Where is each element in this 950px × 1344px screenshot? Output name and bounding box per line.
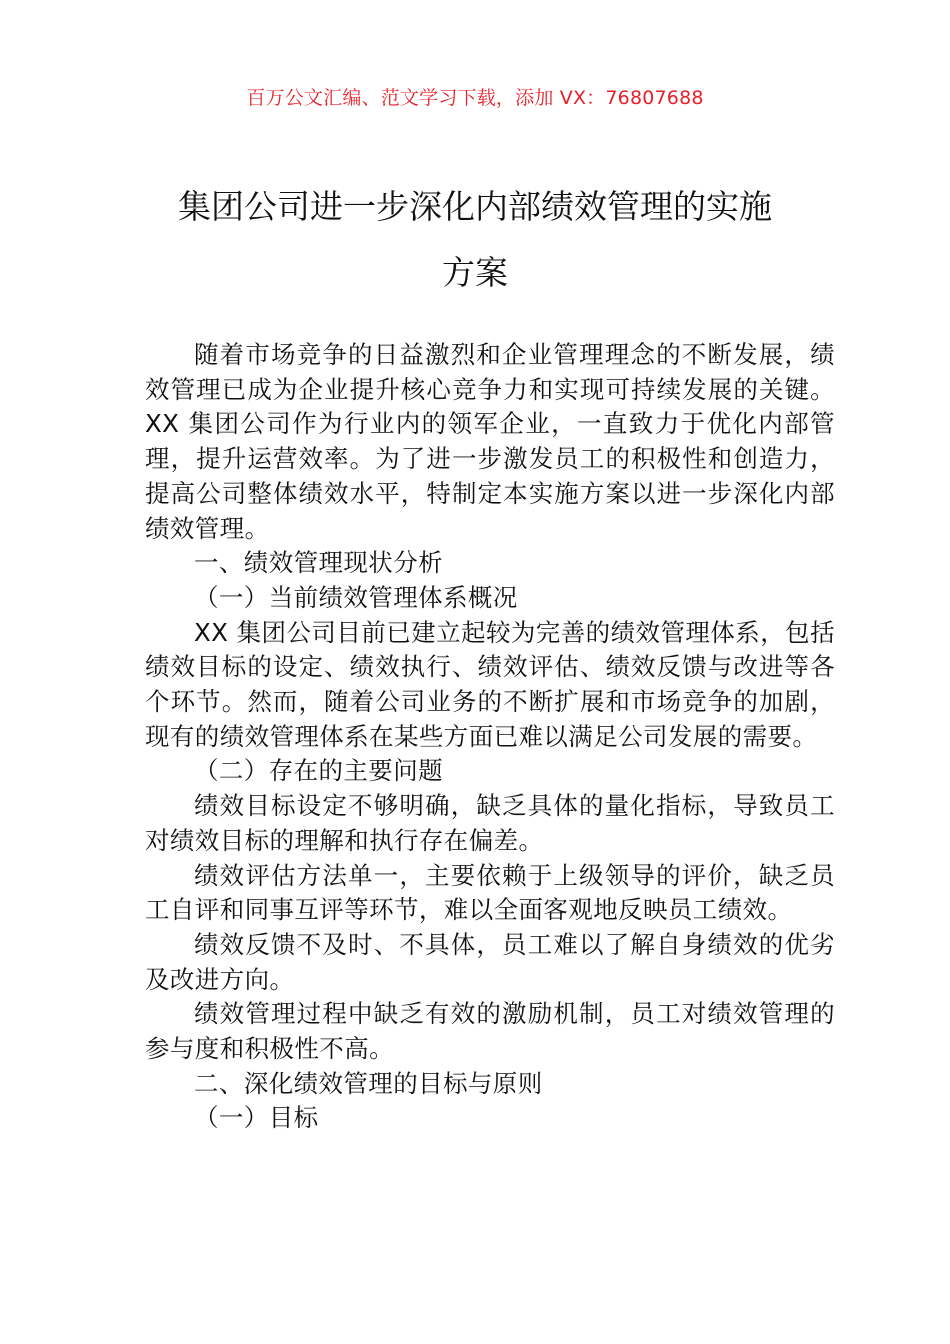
paragraph-problem-1: 绩效目标设定不够明确，缺乏具体的量化指标，导致员工对绩效目标的理解和执行存在偏差。 bbox=[145, 791, 835, 855]
section-heading-1: 一、绩效管理现状分析 bbox=[194, 548, 443, 578]
paragraph-problem-2: 绩效评估方法单一，主要依赖于上级领导的评价，缺乏员工自评和同事互评等环节，难以全面客观地反映员工绩效。 bbox=[145, 860, 835, 925]
intro-paragraph: 随着市场竞争的日益激烈和企业管理理念的不断发展，绩效管理已成为企业提升核心竞争力和实现可持续发展的关键。XX 集团公司作为行业内的领军企业，一直致力于优化内部管理，提升运营效率。为了进一步激发员工的积极性和创造力，提高公司整体绩效水平，特制定本实施方案以进一步深化内部绩效管理。 bbox=[145, 340, 835, 543]
subsection-heading-1-2: （二）存在的主要问题 bbox=[194, 756, 443, 786]
section-heading-2: 二、深化绩效管理的目标与原则 bbox=[194, 1068, 543, 1098]
subsection-heading-2-1: （一）目标 bbox=[194, 1103, 319, 1133]
title-line-2: 方案 bbox=[442, 253, 508, 292]
document-title bbox=[100, 174, 850, 306]
document-body bbox=[145, 338, 835, 1136]
subsection-heading-1-1: （一）当前绩效管理体系概况 bbox=[194, 582, 518, 612]
paragraph-problem-4: 绩效管理过程中缺乏有效的激励机制，员工对绩效管理的参与度和积极性不高。 bbox=[145, 999, 835, 1064]
title-line-1: 集团公司进一步深化内部绩效管理的实施 bbox=[178, 187, 772, 226]
header-contact-note: 百万公文汇编、范文学习下载，添加 VX：76807688 bbox=[246, 87, 704, 109]
paragraph-problem-3: 绩效反馈不及时、不具体，员工难以了解自身绩效的优劣及改进方向。 bbox=[145, 929, 835, 994]
paragraph-current-system: XX 集团公司目前已建立起较为完善的绩效管理体系，包括绩效目标的设定、绩效执行、绩效评估、绩效反馈与改进等各个环节。然而，随着公司业务的不断扩展和市场竞争的加剧，现有的绩效管理体系在某些方面已难以满足公司发展的需要。 bbox=[145, 617, 835, 751]
